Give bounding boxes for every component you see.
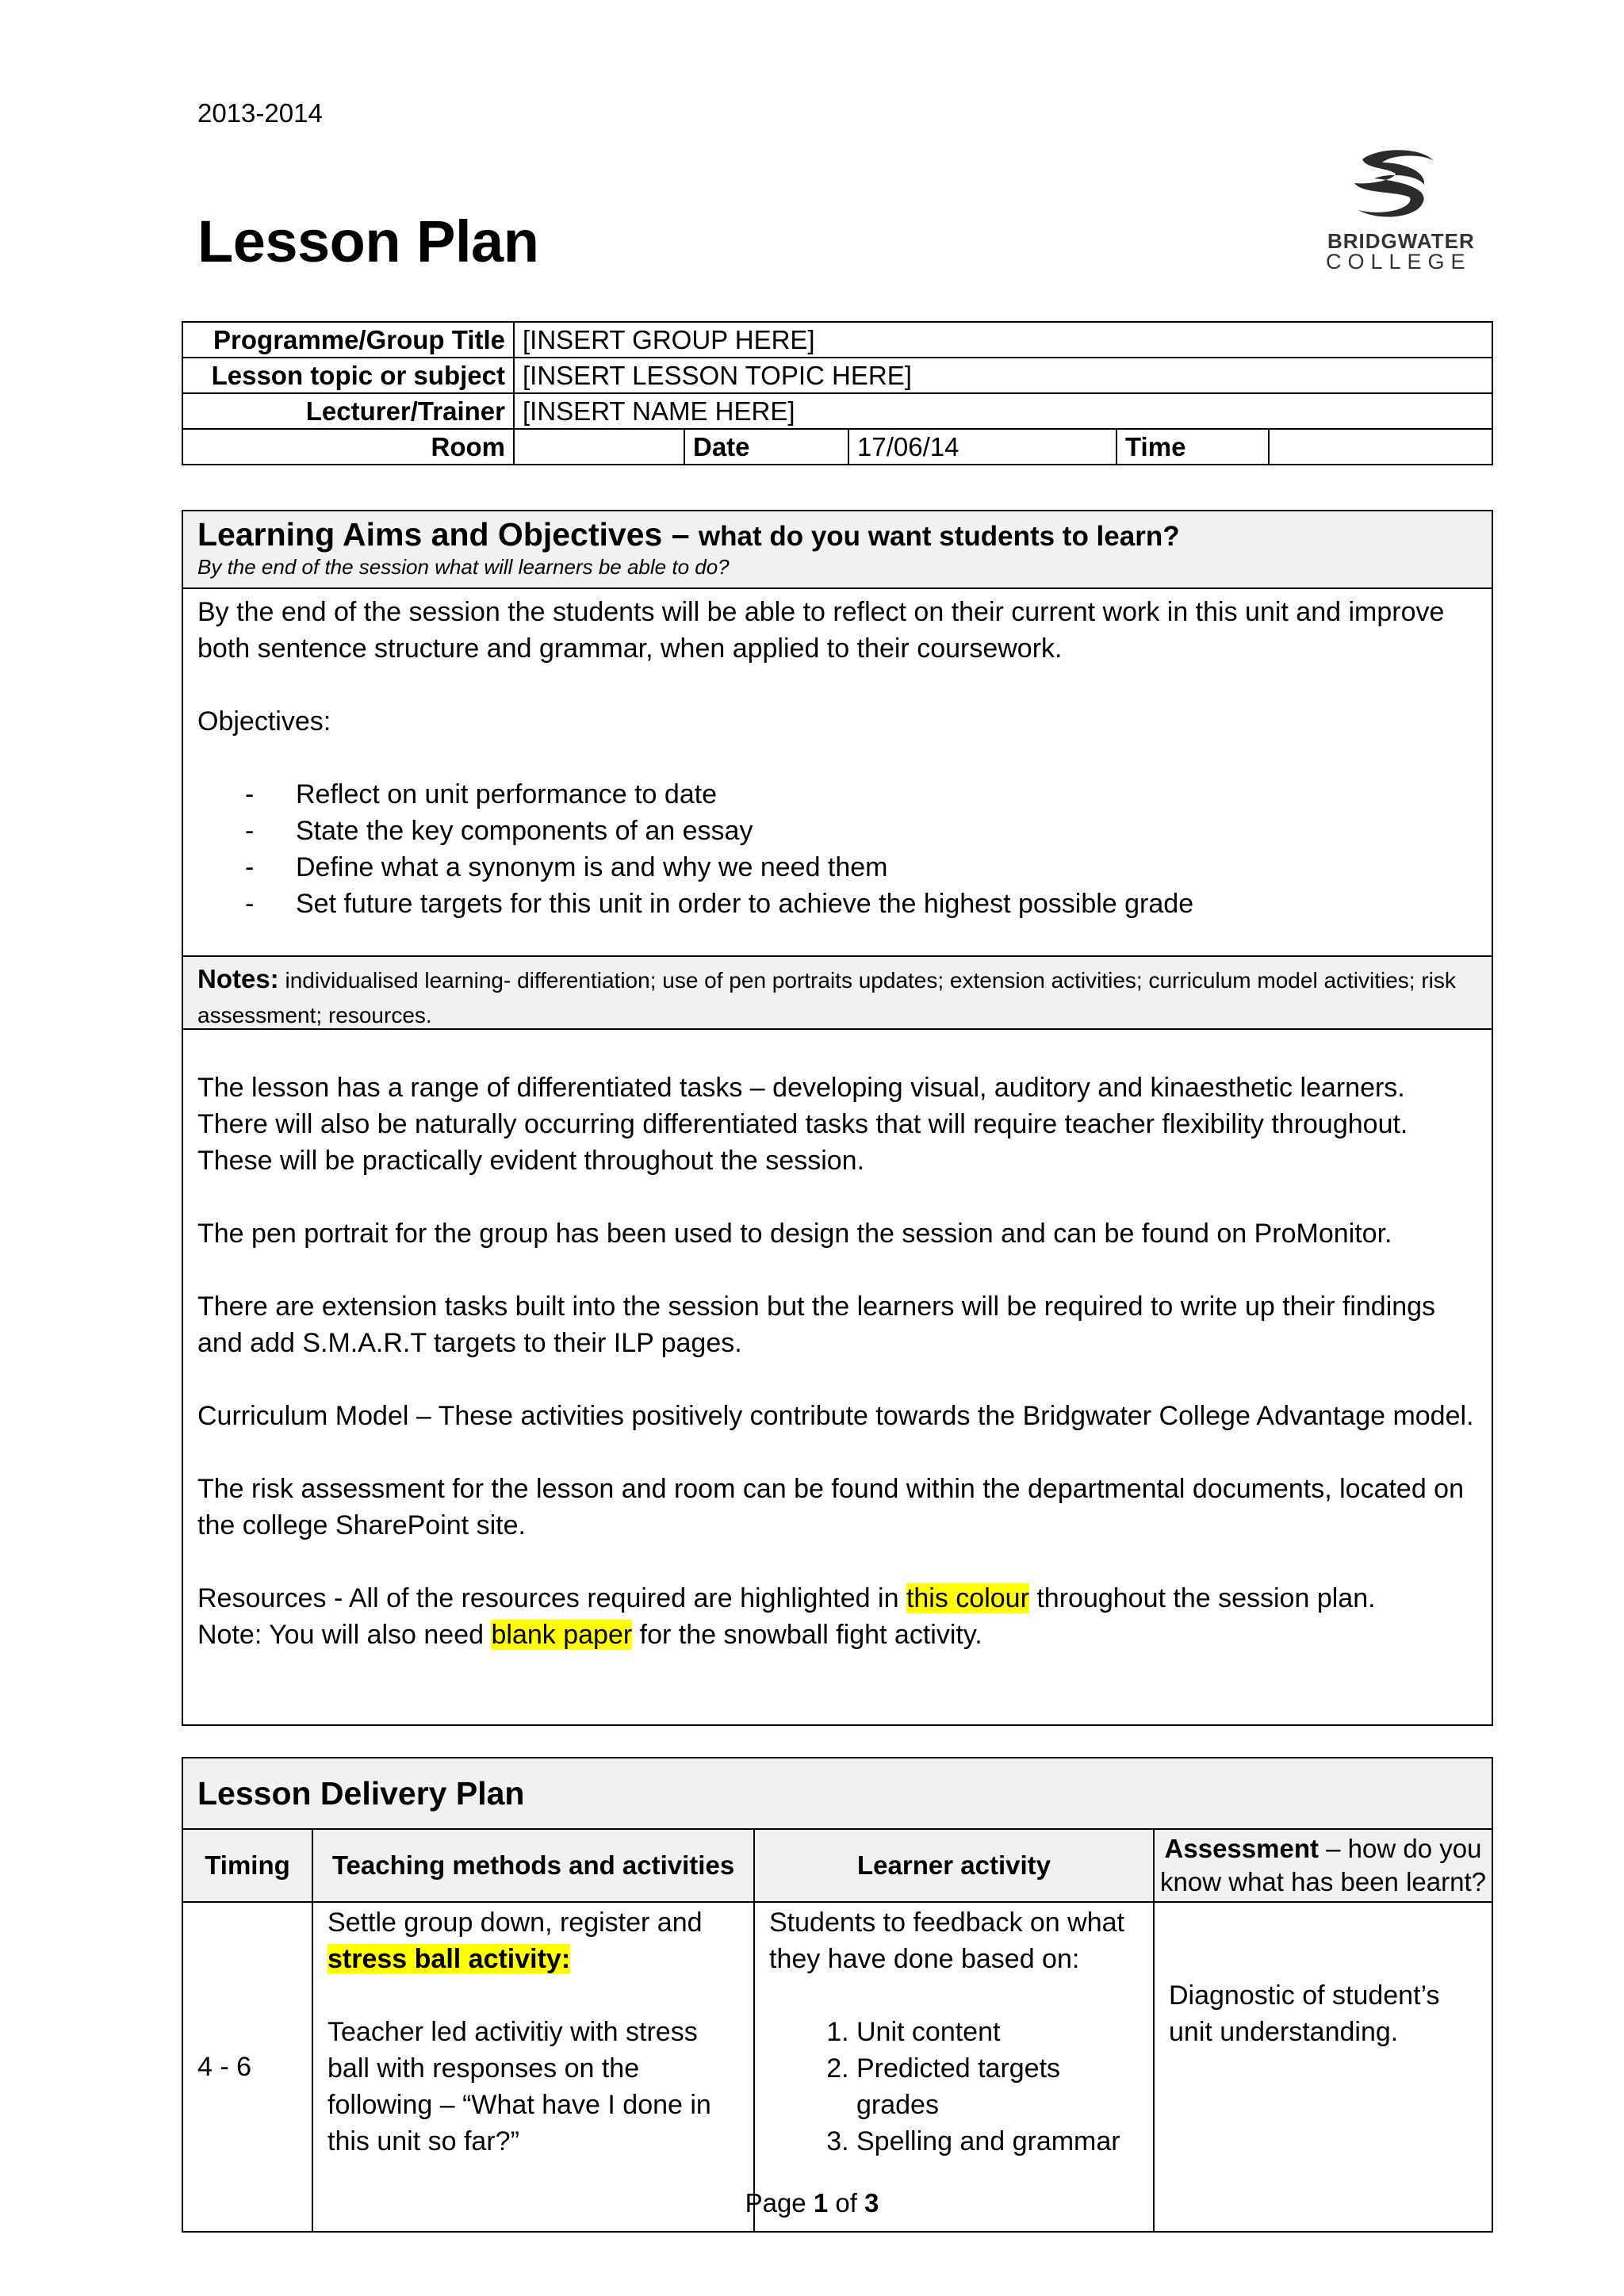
college-logo-mark-icon — [1346, 145, 1442, 224]
aims-heading: Learning Aims and Objectives – — [197, 516, 699, 553]
resources-highlight: this colour — [906, 1583, 1029, 1613]
notes-paragraph: The pen portrait for the group has been used to design the session and can be found on ProMonitor. — [197, 1219, 1392, 1249]
notes-header — [183, 957, 1492, 1030]
col-assessment-rest: – how do you know what has been learnt? — [1160, 1834, 1486, 1896]
resources-line — [197, 1580, 1477, 1617]
page-mid: of — [828, 2188, 865, 2218]
notes-paragraph: Curriculum Model – These activities positively contribute towards the Bridgwater College Advantage model. — [197, 1401, 1474, 1431]
aims-and-notes-box — [182, 510, 1493, 1726]
teaching-detail: Teacher led activitiy with stress ball with responses on the following – “What have I done in this unit so far?” — [327, 2017, 711, 2156]
page-title: Lesson Plan — [197, 209, 539, 274]
logo-text-college: COLLEGE — [1326, 250, 1472, 274]
col-timing: Timing — [182, 1829, 312, 1902]
col-learner: Learner activity — [754, 1829, 1154, 1902]
note-text-end: for the snowball fight activity. — [632, 1620, 982, 1650]
row-teaching — [312, 1902, 754, 2232]
aims-subheading: By the end of the session what will learners be able to do? — [197, 555, 730, 579]
notes-paragraph: There are extension tasks built into the session but the learners will be required to write up their findings and add S.M.A.R.T targets to their ILP pages. — [197, 1292, 1436, 1358]
lecturer-field[interactable]: [INSERT NAME HERE] — [514, 393, 1492, 429]
teaching-line: Settle group down, register and — [327, 1908, 703, 1938]
list-item: - Set future targets for this unit in order to achieve the highest possible grade — [197, 886, 1477, 922]
lesson-info-table — [182, 321, 1493, 465]
page-footer — [0, 2188, 1624, 2218]
logo-text-bridgwater: BRIDGWATER — [1327, 229, 1475, 253]
resources-text: Resources - All of the resources required are highlighted in — [197, 1583, 906, 1613]
programme-label: Programme/Group Title — [182, 322, 514, 358]
row-learner — [754, 1902, 1154, 2232]
academic-year: 2013-2014 — [197, 98, 323, 128]
list-item: 2. Predicted targets grades — [856, 2050, 1139, 2123]
learner-intro: Students to feedback on what they have done based on: — [769, 1908, 1124, 1974]
resources-text-end: throughout the session plan. — [1028, 1583, 1376, 1613]
topic-field[interactable]: [INSERT LESSON TOPIC HERE] — [514, 358, 1492, 393]
date-field[interactable]: 17/06/14 — [848, 429, 1116, 465]
room-label: Room — [182, 429, 514, 465]
aims-header — [183, 511, 1492, 589]
page-prefix: Page — [745, 2188, 814, 2218]
notes-paragraph: The risk assessment for the lesson and room can be found within the departmental documents, located on the college SharePoint site. — [197, 1474, 1465, 1540]
objectives-label: Objectives: — [197, 706, 331, 737]
aims-heading-question: what do you want students to learn? — [698, 521, 1180, 552]
notes-label: Notes: — [197, 964, 279, 993]
aims-body — [183, 589, 1492, 957]
col-assessment — [1154, 1829, 1492, 1902]
time-label: Time — [1116, 429, 1269, 465]
delivery-plan-table — [182, 1757, 1493, 2233]
notes-paragraph: The lesson has a range of differentiated tasks – developing visual, auditory and kinaesthetic learners. There will also be naturally occurring differentiated tasks that will require teacher flexibility throughout. These will be practically evident throughout the session. — [197, 1073, 1408, 1176]
date-label: Date — [684, 429, 848, 465]
col-assessment-bold: Assessment — [1164, 1834, 1319, 1863]
learner-list — [769, 2014, 1139, 2160]
programme-field[interactable]: [INSERT GROUP HERE] — [514, 322, 1492, 358]
college-logo — [1323, 145, 1473, 280]
list-item: - Reflect on unit performance to date — [197, 776, 1477, 813]
notes-body — [183, 1030, 1492, 1653]
stress-ball-highlight: stress ball activity: — [327, 1944, 571, 1974]
table-row — [182, 1902, 1492, 2232]
room-field[interactable] — [514, 429, 684, 465]
list-item: 1. Unit content — [856, 2014, 1139, 2050]
lecturer-label: Lecturer/Trainer — [182, 393, 514, 429]
col-teaching: Teaching methods and activities — [312, 1829, 754, 1902]
list-item: - Define what a synonym is and why we need them — [197, 849, 1477, 886]
note-text: Note: You will also need — [197, 1620, 492, 1650]
delivery-heading: Lesson Delivery Plan — [182, 1758, 1492, 1829]
list-item: 3. Spelling and grammar — [856, 2123, 1139, 2160]
objectives-list — [197, 776, 1477, 922]
notes-text: individualised learning- differentiation; use of pen portraits updates; extension activities; curriculum model activities; risk assessment; resources. — [197, 968, 1456, 1027]
note-highlight: blank paper — [491, 1620, 633, 1650]
page-total: 3 — [864, 2188, 879, 2218]
topic-label: Lesson topic or subject — [182, 358, 514, 393]
row-timing: 4 - 6 — [182, 1902, 312, 2232]
note-line — [197, 1617, 1477, 1653]
time-field[interactable] — [1269, 429, 1492, 465]
row-assessment: Diagnostic of student’s unit understanding. — [1154, 1902, 1492, 2232]
list-item: - State the key components of an essay — [197, 813, 1477, 849]
page-current: 1 — [813, 2188, 829, 2218]
aims-intro: By the end of the session the students will be able to reflect on their current work in this unit and improve both sentence structure and grammar, when applied to their coursework. — [197, 597, 1445, 664]
